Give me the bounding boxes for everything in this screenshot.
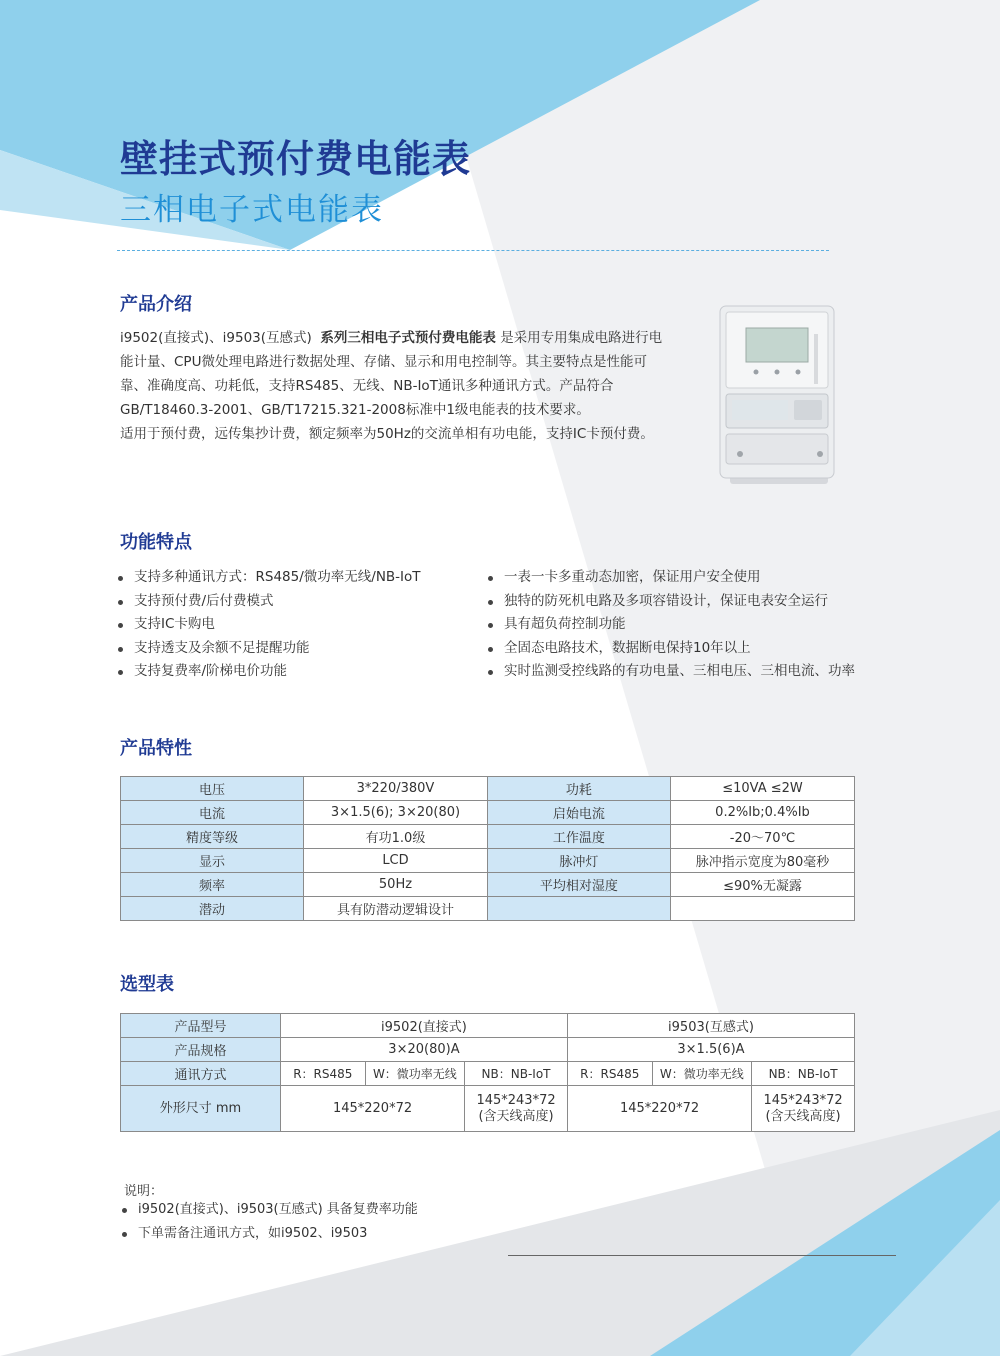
spec-value: 脉冲指示宽度为80毫秒 — [670, 849, 854, 873]
selection-heading: 选型表 — [120, 974, 174, 995]
size-note: (含天线高度) — [478, 1108, 554, 1124]
features-heading: 功能特点 — [120, 532, 192, 553]
list-item: 具有超负荷控制功能 — [488, 613, 855, 637]
list-item: 支持预付费/后付费模式 — [118, 590, 421, 614]
size-value: 145*243*72 — [763, 1092, 843, 1108]
table-row — [121, 897, 855, 921]
size-note: (含天线高度) — [765, 1108, 841, 1124]
intro-text — [120, 326, 665, 446]
list-item: 一表一卡多重动态加密，保证用户安全使用 — [488, 566, 855, 590]
intro-body: 是采用专用集成电路进行电能计量、CPU微处理电路进行数据处理、存储、显示和用电控制等。其主要特点是性能可靠、准确度高、功耗低，支持RS485、无线、NB-IoT通讯多种通讯方式。产品符合GB/T18460.3-2001、GB/T17215.321-2008标准中1级电能表的技术要求。 — [120, 330, 663, 418]
spec-label: 电压 — [121, 777, 304, 801]
features-list-right — [488, 566, 855, 684]
selection-table — [120, 1013, 855, 1132]
table-row — [121, 801, 855, 825]
spec-value: 0.2%Ib;0.4%Ib — [670, 801, 854, 825]
sel-model-a: i9502(直接式) — [280, 1014, 567, 1038]
notes-list — [122, 1198, 418, 1246]
spec-value: 有功1.0级 — [304, 825, 488, 849]
specs-heading: 产品特性 — [120, 738, 192, 759]
sel-label: 产品规格 — [121, 1038, 281, 1062]
spec-label: 工作温度 — [487, 825, 670, 849]
table-row — [121, 825, 855, 849]
spec-value: 50Hz — [304, 873, 488, 897]
table-row — [121, 1014, 855, 1038]
intro-paragraph-1 — [120, 326, 665, 422]
intro-paragraph-2: 适用于预付费，远传集抄计费，额定频率为50Hz的交流单相有功电能，支持IC卡预付费。 — [120, 426, 654, 442]
notes-label: 说明： — [124, 1184, 164, 1199]
sel-label: 产品型号 — [121, 1014, 281, 1038]
spec-value: 3×1.5(6); 3×20(80) — [304, 801, 488, 825]
sel-label: 通讯方式 — [121, 1062, 281, 1086]
spec-label: 启始电流 — [487, 801, 670, 825]
spec-value: -20～70℃ — [670, 825, 854, 849]
sel-comm-w: W：微功率无线 — [652, 1062, 751, 1086]
table-row — [121, 873, 855, 897]
page-title: 壁挂式预付费电能表 — [120, 137, 472, 181]
spec-value — [670, 897, 854, 921]
sel-comm-r: R：RS485 — [280, 1062, 365, 1086]
list-item: 下单需备注通讯方式，如i9502、i9503 — [122, 1222, 418, 1246]
intro-heading: 产品介绍 — [120, 294, 192, 315]
list-item: 支持多种通讯方式：RS485/微功率无线/NB-IoT — [118, 566, 421, 590]
spec-label: 平均相对湿度 — [487, 873, 670, 897]
spec-value: LCD — [304, 849, 488, 873]
list-item: 独特的防死机电路及多项容错设计，保证电表安全运行 — [488, 590, 855, 614]
spec-label: 电流 — [121, 801, 304, 825]
sel-comm-nb: NB：NB-IoT — [752, 1062, 855, 1086]
intro-models: i9502(直接式)、i9503(互感式) — [120, 330, 312, 346]
sel-label: 外形尺寸 mm — [121, 1086, 281, 1132]
sel-model-b: i9503(互感式) — [567, 1014, 854, 1038]
intro-series: 系列三相电子式预付费电能表 — [320, 330, 496, 346]
table-row — [121, 777, 855, 801]
list-item: 支持IC卡购电 — [118, 613, 421, 637]
spec-value: ≤10VA ≤2W — [670, 777, 854, 801]
spec-value: ≤90%无凝露 — [670, 873, 854, 897]
table-row — [121, 1038, 855, 1062]
sel-size-b-antenna — [752, 1086, 855, 1132]
spec-label: 精度等级 — [121, 825, 304, 849]
specs-table — [120, 776, 855, 921]
spec-label: 脉冲灯 — [487, 849, 670, 873]
table-row — [121, 1062, 855, 1086]
features-list-left — [118, 566, 421, 684]
list-item: 支持复费率/阶梯电价功能 — [118, 660, 421, 684]
spec-label — [487, 897, 670, 921]
sel-size-a: 145*220*72 — [280, 1086, 464, 1132]
spec-value: 3*220/380V — [304, 777, 488, 801]
spec-value: 具有防潜动逻辑设计 — [304, 897, 488, 921]
size-value: 145*243*72 — [476, 1092, 556, 1108]
bottom-rule — [508, 1255, 896, 1256]
sel-comm-nb: NB：NB-IoT — [465, 1062, 568, 1086]
spec-label: 频率 — [121, 873, 304, 897]
sel-comm-r: R：RS485 — [567, 1062, 652, 1086]
spec-label: 潜动 — [121, 897, 304, 921]
dotted-divider — [117, 250, 829, 251]
list-item: 支持透支及余额不足提醒功能 — [118, 637, 421, 661]
energy-meter-image — [716, 304, 838, 486]
sel-comm-w: W：微功率无线 — [365, 1062, 464, 1086]
page-subtitle: 三相电子式电能表 — [120, 192, 384, 228]
table-row — [121, 849, 855, 873]
list-item: i9502(直接式)、i9503(互感式) 具备复费率功能 — [122, 1198, 418, 1222]
sel-spec-a: 3×20(80)A — [280, 1038, 567, 1062]
spec-label: 功耗 — [487, 777, 670, 801]
table-row — [121, 1086, 855, 1132]
sel-size-b: 145*220*72 — [567, 1086, 751, 1132]
spec-label: 显示 — [121, 849, 304, 873]
list-item: 实时监测受控线路的有功电量、三相电压、三相电流、功率 — [488, 660, 855, 684]
list-item: 全固态电路技术，数据断电保持10年以上 — [488, 637, 855, 661]
sel-spec-b: 3×1.5(6)A — [567, 1038, 854, 1062]
sel-size-a-antenna — [465, 1086, 568, 1132]
